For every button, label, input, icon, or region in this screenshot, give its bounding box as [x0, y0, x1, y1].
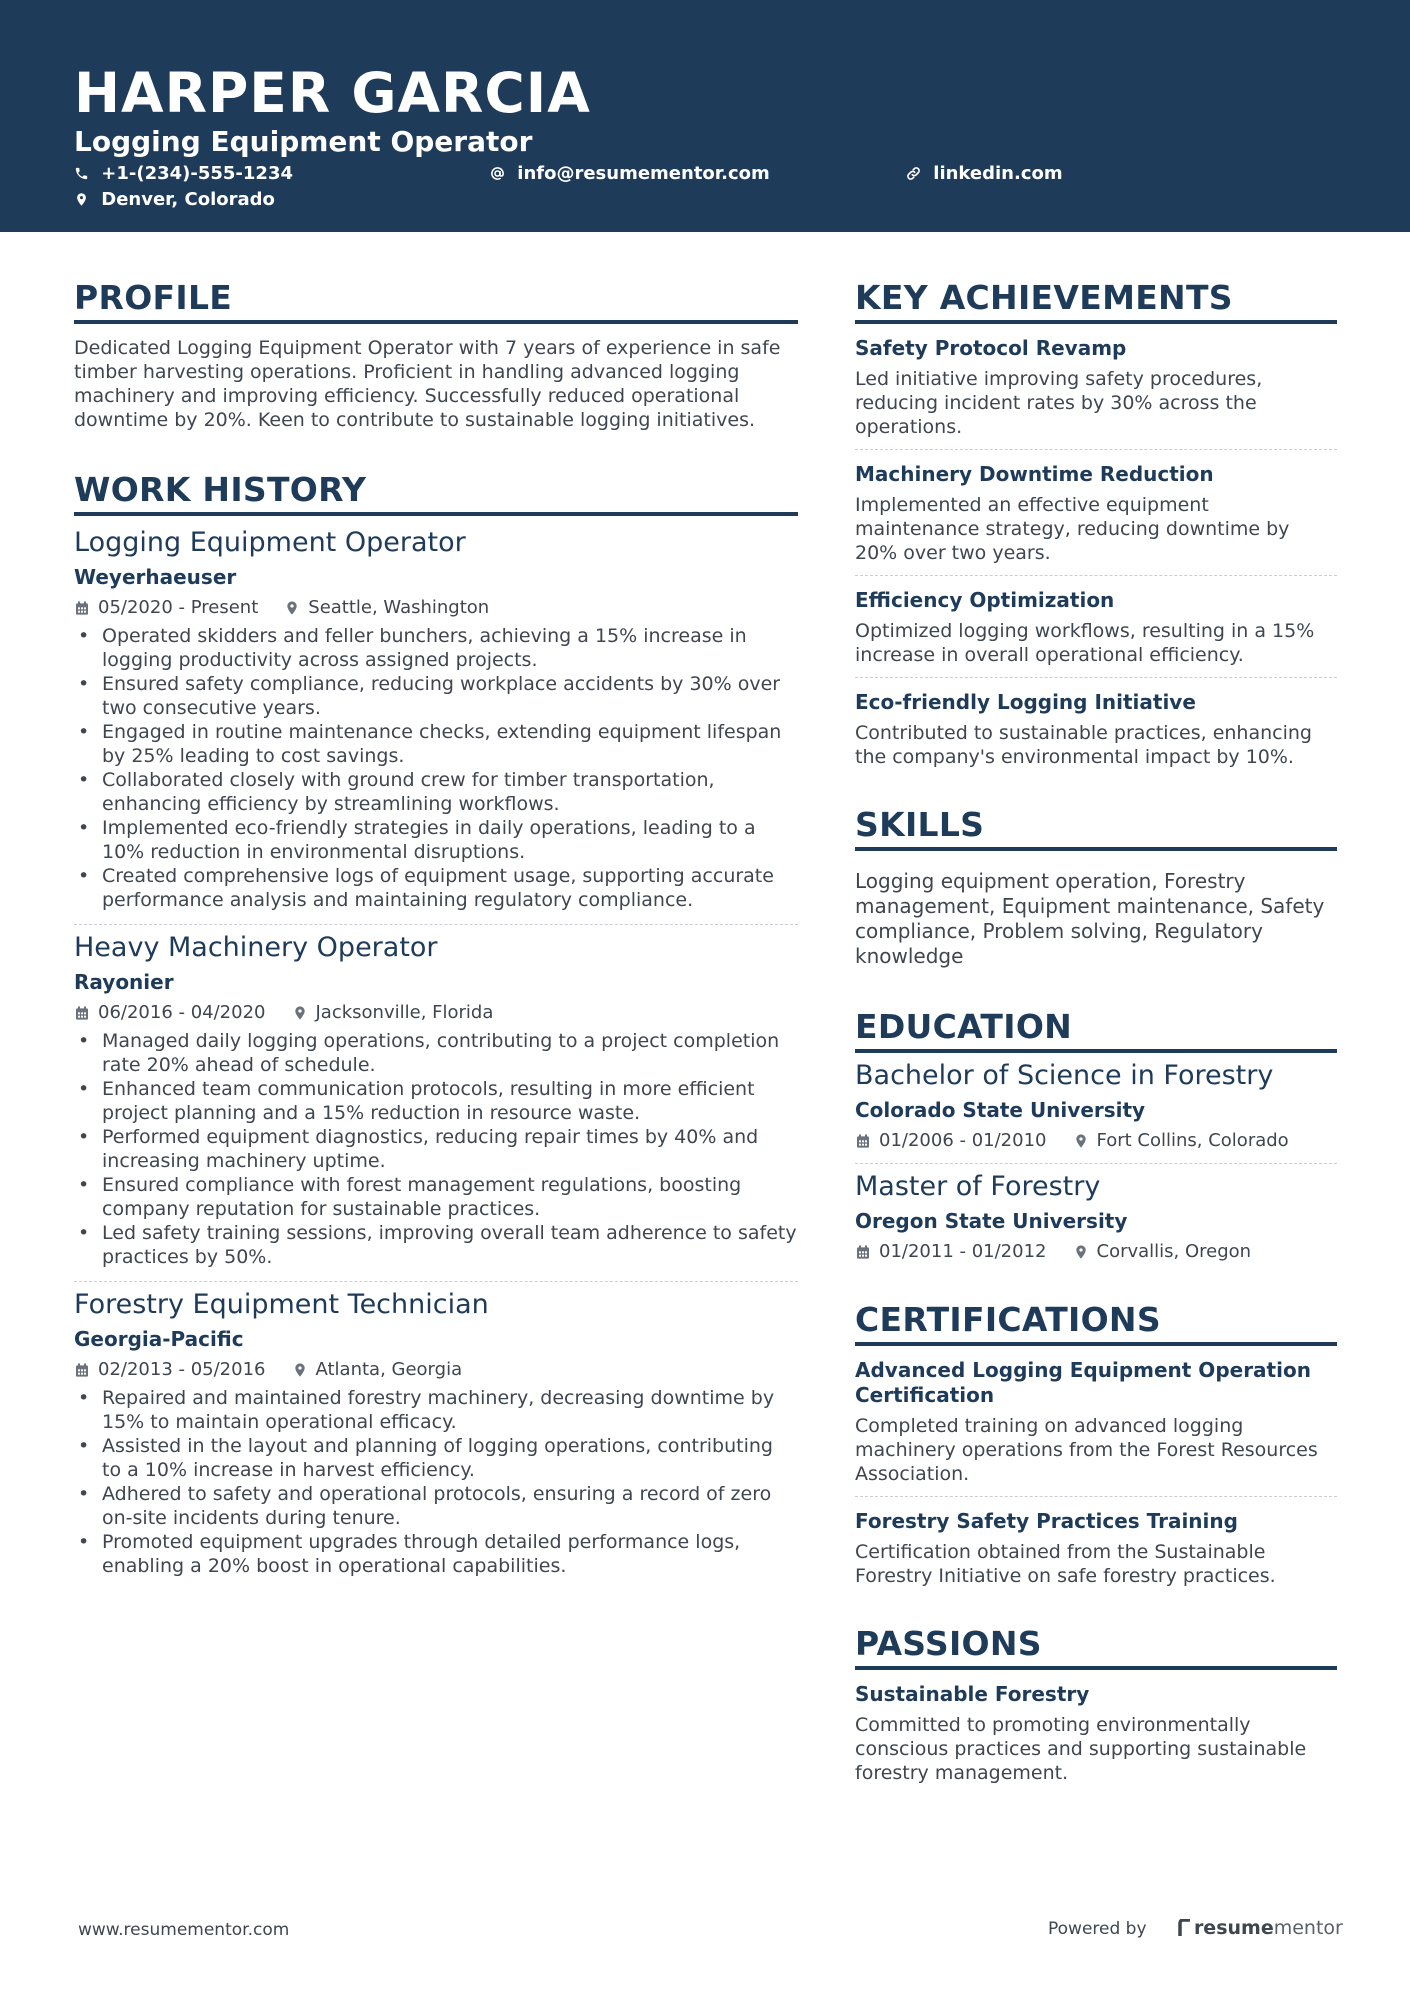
job-list: [74, 526, 798, 1578]
footer-powered-by: [1048, 1917, 1343, 1939]
date-location-row: [74, 596, 798, 620]
company-name: Georgia-Pacific: [74, 1327, 244, 1351]
achievements-heading: KEY ACHIEVEMENTS: [855, 278, 1337, 324]
location-text: Atlanta, Georgia: [315, 1359, 463, 1380]
degree: Master of Forestry: [855, 1171, 1101, 1202]
contact-email[interactable]: [490, 162, 770, 186]
location: [292, 1359, 463, 1380]
education-list: [855, 1059, 1337, 1264]
location-pin-icon: [1073, 1133, 1089, 1149]
achievement-title: Machinery Downtime Reduction: [855, 462, 1214, 486]
bullet-item: • Engaged in routine maintenance checks, extending equipment lifespan by 25% leading to cost savings.: [74, 720, 798, 768]
achievement-item: [855, 462, 1337, 565]
achievement-list: [855, 336, 1337, 769]
at-icon: [490, 166, 505, 181]
school-name: Oregon State University: [855, 1209, 1128, 1233]
job-entry: [74, 931, 798, 1269]
location-pin-icon: [284, 600, 300, 616]
brand-logo[interactable]: [1178, 1917, 1343, 1939]
calendar-icon: [855, 1133, 871, 1149]
date-range: 05/2020 - Present: [98, 597, 259, 618]
brand-name-light: mentor: [1273, 1917, 1343, 1939]
passions-heading: PASSIONS: [855, 1624, 1337, 1670]
school-name: Colorado State University: [855, 1098, 1146, 1122]
bullet-item: • Repaired and maintained forestry machinery, decreasing downtime by 15% to maintain operational efficacy.: [74, 1386, 798, 1434]
achievement-description: Contributed to sustainable practices, enhancing the company's environmental impact by 10%.: [855, 722, 1312, 768]
calendar-icon: [855, 1244, 871, 1260]
location-text: Corvallis, Oregon: [1096, 1241, 1252, 1262]
location: [284, 597, 489, 618]
location-text: Denver, Colorado: [101, 189, 275, 210]
date-range: 01/2011 - 01/2012: [879, 1241, 1047, 1262]
education-item: [855, 1170, 1337, 1264]
calendar-icon: [74, 600, 90, 616]
calendar-icon: [74, 1005, 90, 1021]
achievement-description: Led initiative improving safety procedures, reducing incident rates by 30% across the operations.: [855, 368, 1263, 438]
passion-description: Committed to promoting environmentally conscious practices and supporting sustainable forestry management.: [855, 1714, 1307, 1784]
bullet-item: • Managed daily logging operations, contributing to a project completion rate 20% ahead of schedule.: [74, 1029, 798, 1077]
date-location-row: [74, 1358, 798, 1382]
certification-description: Certification obtained from the Sustainable Forestry Initiative on safe forestry practices.: [855, 1541, 1276, 1587]
date-range: 01/2006 - 01/2010: [879, 1130, 1047, 1151]
bullet-item: • Collaborated closely with ground crew for timber transportation, enhancing efficiency by streamlining workflows.: [74, 768, 798, 816]
bullet-item: • Promoted equipment upgrades through detailed performance logs, enabling a 20% boost in operational capabilities.: [74, 1530, 798, 1578]
location-pin-icon: [292, 1005, 308, 1021]
location-text: Fort Collins, Colorado: [1096, 1130, 1289, 1151]
passion-item: [855, 1682, 1337, 1785]
education-item: [855, 1059, 1337, 1153]
bullet-item: • Implemented eco-friendly strategies in daily operations, leading to a 10% reduction in environmental disruptions.: [74, 816, 798, 864]
bullet-item: • Performed equipment diagnostics, reducing repair times by 40% and increasing machinery uptime.: [74, 1125, 798, 1173]
divider: [855, 449, 1337, 450]
divider: [74, 924, 798, 925]
passion-title: Sustainable Forestry: [855, 1682, 1090, 1706]
passion-list: [855, 1682, 1337, 1785]
profile-text: Dedicated Logging Equipment Operator with 7 years of experience in safe timber harvesting operations. Proficient in handling advanced logging machinery and improving efficiency. Successfully reduced operational downtime by 20%. Keen to contribute to sustainable logging initiatives.: [74, 337, 781, 431]
certification-list: [855, 1358, 1337, 1588]
bullet-item: • Assisted in the layout and planning of logging operations, contributing to a 10% increase in harvest efficiency.: [74, 1434, 798, 1482]
company-name: Weyerhaeuser: [74, 565, 237, 589]
date-location-row: [74, 1001, 798, 1025]
location-pin-icon: [1073, 1244, 1089, 1260]
contact-phone: [74, 162, 293, 186]
divider: [74, 1281, 798, 1282]
certification-item: [855, 1358, 1337, 1486]
date-location-row: [855, 1129, 1337, 1153]
location: [1073, 1241, 1252, 1262]
phone-text: +1-(234)-555-1234: [101, 163, 293, 184]
work-history-heading: WORK HISTORY: [74, 470, 798, 516]
achievement-title: Safety Protocol Revamp: [855, 336, 1127, 360]
certification-title: Forestry Safety Practices Training: [855, 1509, 1238, 1533]
certification-description: Completed training on advanced logging machinery operations from the Forest Resources Association.: [855, 1415, 1318, 1485]
bullet-item: • Led safety training sessions, improving overall team adherence to safety practices by 50%.: [74, 1221, 798, 1269]
divider: [855, 1496, 1337, 1497]
left-column: [74, 278, 798, 1578]
job-entry: [74, 1288, 798, 1578]
email-text: info@resumementor.com: [517, 163, 770, 184]
bullet-item: • Ensured safety compliance, reducing workplace accidents by 30% over two consecutive years.: [74, 672, 798, 720]
footer-website[interactable]: www.resumementor.com: [78, 1920, 290, 1940]
achievement-description: Implemented an effective equipment maintenance strategy, reducing downtime by 20% over two years.: [855, 494, 1290, 564]
powered-by-label: Powered by: [1048, 1919, 1147, 1939]
location-pin-icon: [292, 1362, 308, 1378]
achievement-item: [855, 690, 1337, 769]
company-name: Rayonier: [74, 970, 174, 994]
job-entry: [74, 526, 798, 912]
calendar-icon: [74, 1362, 90, 1378]
candidate-title: Logging Equipment Operator: [74, 125, 533, 158]
divider: [855, 575, 1337, 576]
bullet-item: • Enhanced team communication protocols, resulting in more efficient project planning and a 15% reduction in resource waste.: [74, 1077, 798, 1125]
skills-heading: SKILLS: [855, 805, 1337, 851]
linkedin-text: linkedin.com: [933, 163, 1063, 184]
contact-location: [74, 188, 275, 212]
resume-header: [0, 0, 1410, 232]
link-icon: [906, 166, 921, 181]
job-title: Logging Equipment Operator: [74, 527, 466, 558]
certification-item: [855, 1509, 1337, 1588]
bullet-item: • Adhered to safety and operational protocols, ensuring a record of zero on-site incidents during tenure.: [74, 1482, 798, 1530]
bullet-list: [74, 1029, 798, 1269]
phone-icon: [74, 166, 89, 181]
location: [1073, 1130, 1289, 1151]
achievement-title: Efficiency Optimization: [855, 588, 1115, 612]
location-text: Jacksonville, Florida: [315, 1002, 494, 1023]
date-range: 06/2016 - 04/2020: [98, 1002, 266, 1023]
candidate-name: HARPER GARCIA: [74, 61, 591, 125]
degree: Bachelor of Science in Forestry: [855, 1060, 1274, 1091]
bullet-list: [74, 624, 798, 912]
right-column: [855, 278, 1337, 1785]
achievement-description: Optimized logging workflows, resulting in a 15% increase in overall operational efficiency.: [855, 620, 1315, 666]
date-location-row: [855, 1240, 1337, 1264]
profile-heading: PROFILE: [74, 278, 798, 324]
divider: [855, 1163, 1337, 1164]
education-heading: EDUCATION: [855, 1007, 1337, 1053]
certification-title: Advanced Logging Equipment Operation Certification: [855, 1358, 1311, 1407]
bullet-item: • Operated skidders and feller bunchers, achieving a 15% increase in logging productivity across assigned projects.: [74, 624, 798, 672]
bullet-item: • Ensured compliance with forest management regulations, boosting company reputation for sustainable practices.: [74, 1173, 798, 1221]
achievement-item: [855, 588, 1337, 667]
achievement-title: Eco-friendly Logging Initiative: [855, 690, 1196, 714]
job-title: Heavy Machinery Operator: [74, 932, 438, 963]
contact-linkedin[interactable]: [906, 162, 1063, 186]
date-range: 02/2013 - 05/2016: [98, 1359, 266, 1380]
achievement-item: [855, 336, 1337, 439]
divider: [855, 677, 1337, 678]
bullet-item: • Created comprehensive logs of equipment usage, supporting accurate performance analysis and maintaining regulatory compliance.: [74, 864, 798, 912]
location-text: Seattle, Washington: [308, 597, 490, 618]
certifications-heading: CERTIFICATIONS: [855, 1300, 1337, 1346]
brand-name-bold: resume: [1193, 1917, 1274, 1939]
brand-logo-icon: [1178, 1919, 1192, 1937]
bullet-list: [74, 1386, 798, 1578]
location-pin-icon: [74, 192, 89, 207]
job-title: Forestry Equipment Technician: [74, 1289, 489, 1320]
location: [292, 1002, 494, 1023]
skills-text: Logging equipment operation, Forestry management, Equipment maintenance, Safety compliance, Problem solving, Regulatory knowledge: [855, 869, 1325, 968]
